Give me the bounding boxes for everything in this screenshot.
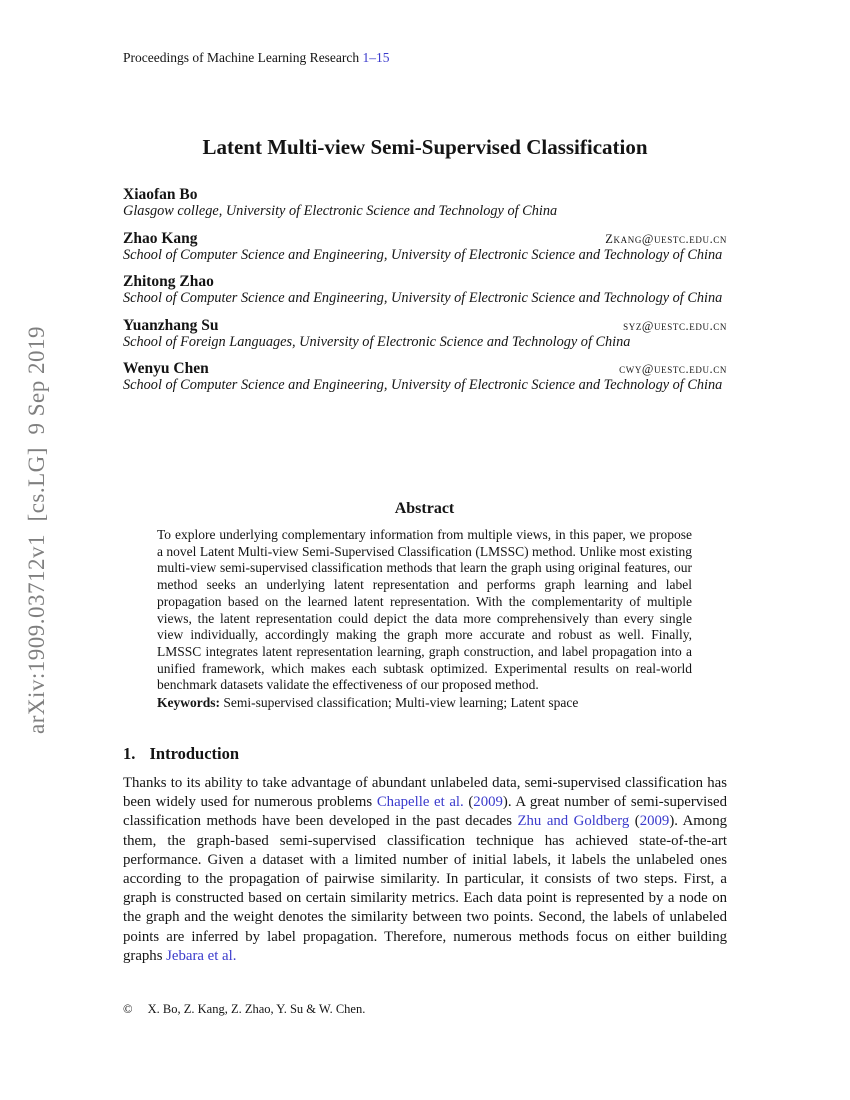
text-segment: ). Among them, the graph-based semi-supervised classification technique has achieved state-of-the-art performance. Given a dataset with a limited number of initial labels, it labels the unlabeled ones according to the propagation of pairwise similarity. In particular, it consists of two steps. First, a graph is constructed based on certain similarity metrics. Each data point is represented by a node on the graph and the weight denotes the similarity between two points. Second, the labels of unlabeled points are inferred by label propagation. Therefore, numerous methods focus on either building graphs xyxy=(123,813,727,964)
introduction-paragraph xyxy=(123,774,727,966)
text-segment: Proceedings of Machine Learning Research xyxy=(123,50,363,65)
author-name: Yuanzhang Su xyxy=(123,316,219,334)
citation-link[interactable]: Jebara et al. xyxy=(166,947,237,964)
section-title: Introduction xyxy=(149,744,240,763)
author-name-line xyxy=(123,186,727,203)
author-name: Wenyu Chen xyxy=(123,360,209,377)
text-segment: Thanks to its ability to take advantage of abundant unlabeled data, semi-supervised classification has been widely used for numerous problems xyxy=(123,775,727,811)
abstract-heading: Abstract xyxy=(394,500,455,517)
text-segment: ( xyxy=(463,794,474,811)
citation-link[interactable]: Chapelle et al. xyxy=(376,794,464,811)
citation-link[interactable]: 2009 xyxy=(473,794,503,811)
text-segment: ( xyxy=(629,813,640,830)
keywords-line xyxy=(157,695,692,712)
paper-title: Latent Multi-view Semi-Supervised Classification xyxy=(202,135,648,159)
author-entry xyxy=(123,317,727,352)
section-heading-introduction xyxy=(123,744,727,764)
author-email: cwy@uestc.edu.cn xyxy=(619,362,727,376)
author-name-line xyxy=(123,230,727,247)
abstract-text: To explore underlying complementary information from multiple views, in this paper, we propose a novel Latent Multi-view Semi-Supervised Classification (LMSSC) method. Unlike most existing multi-view semi-supervised classification methods that learn the graph using original features, our method seeks an underlying latent representation and performs graph learning and label propagation based on the learned latent representation. With the complementarity of multiple views, the latent representation could depict the data more comprehensively than every single view individually, accordingly making the graph more accurate and robust as well. Finally, LMSSC integrates latent representation learning, graph construction, and label propagation into a unified framework, which makes each subtask optimized. Experimental results on real-world benchmark datasets validate the effectiveness of our proposed method. xyxy=(157,527,692,693)
footer-text: X. Bo, Z. Kang, Z. Zhao, Y. Su & W. Chen. xyxy=(147,1002,366,1016)
author-email: Zkang@uestc.edu.cn xyxy=(605,231,727,246)
copyright-icon: © xyxy=(123,1002,133,1016)
running-header xyxy=(123,50,727,66)
author-email: syz@uestc.edu.cn xyxy=(623,318,727,333)
author-name-line xyxy=(123,317,727,334)
author-block xyxy=(123,186,727,404)
text-segment: ). A great number of semi-supervised classification methods have been developed in the past decades xyxy=(123,794,727,830)
author-name-line xyxy=(123,360,727,377)
author-affiliation: School of Computer Science and Engineering, University of Electronic Science and Technology of China xyxy=(123,290,723,306)
text-segment: Keywords: xyxy=(157,695,220,711)
author-entry xyxy=(123,186,727,221)
author-affiliation: School of Computer Science and Engineering, University of Electronic Science and Technology of China xyxy=(123,377,723,393)
author-affiliation: Glasgow college, University of Electronic Science and Technology of China xyxy=(123,203,558,219)
author-name-line xyxy=(123,273,727,290)
author-entry xyxy=(123,360,727,395)
arxiv-watermark: arXiv:1909.03712v1 [cs.LG] 9 Sep 2019 xyxy=(24,326,49,734)
citation-link[interactable]: 1–15 xyxy=(362,50,390,65)
author-affiliation: School of Computer Science and Engineering, University of Electronic Science and Technology of China xyxy=(123,246,723,263)
citation-link[interactable]: 2009 xyxy=(639,813,670,830)
section-number: 1. xyxy=(123,744,136,763)
author-name: Zhao Kang xyxy=(123,229,198,247)
author-name: Xiaofan Bo xyxy=(123,186,198,203)
footer-copyright xyxy=(123,1002,727,1017)
author-entry xyxy=(123,273,727,308)
author-entry xyxy=(123,230,727,265)
citation-link[interactable]: Zhu and Goldberg xyxy=(517,813,630,830)
abstract-section xyxy=(157,500,692,712)
text-segment: Semi-supervised classification; Multi-view learning; Latent space xyxy=(220,695,579,711)
author-name: Zhitong Zhao xyxy=(123,273,214,290)
author-affiliation: School of Foreign Languages, University of Electronic Science and Technology of China xyxy=(123,333,631,350)
